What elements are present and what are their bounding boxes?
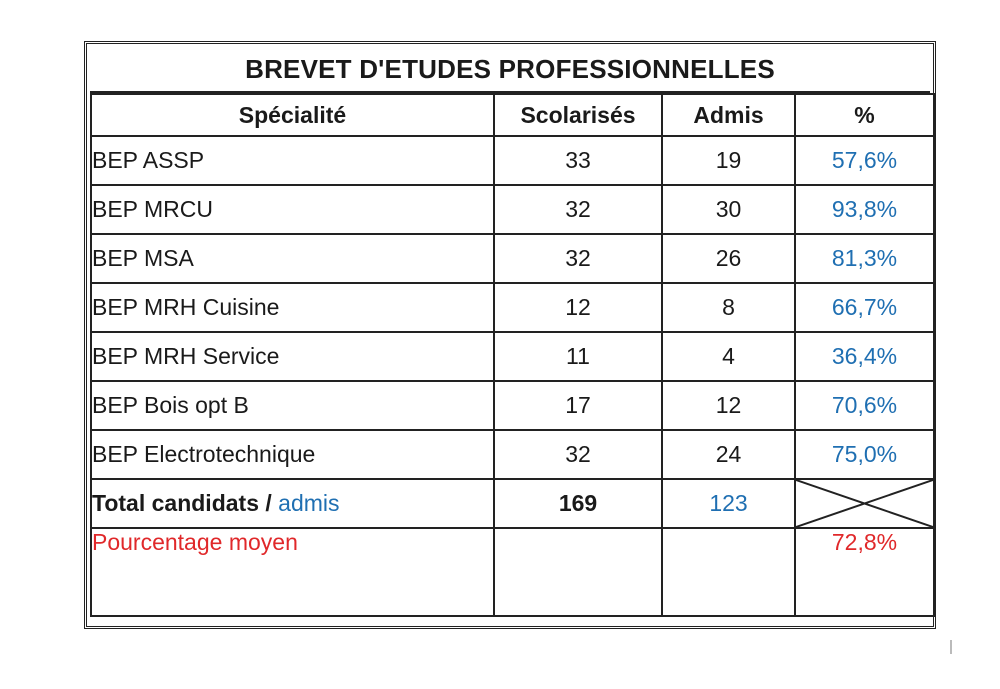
total-label-main: Total candidats /	[92, 490, 279, 516]
row-percent: 36,4%	[795, 332, 934, 381]
row-percent: 57,6%	[795, 136, 934, 185]
row-label: BEP MRH Cuisine	[91, 283, 494, 332]
row-admis: 12	[662, 381, 795, 430]
header-percent: %	[795, 94, 934, 136]
results-sheet	[84, 41, 936, 629]
row-percent: 93,8%	[795, 185, 934, 234]
row-admis: 4	[662, 332, 795, 381]
row-percent: 81,3%	[795, 234, 934, 283]
scan-mark	[950, 640, 952, 654]
table-row	[91, 234, 934, 283]
average-empty-scolarises	[494, 528, 662, 616]
header-specialite: Spécialité	[91, 94, 494, 136]
table-row	[91, 136, 934, 185]
row-admis: 26	[662, 234, 795, 283]
row-scolarises: 33	[494, 136, 662, 185]
row-scolarises: 32	[494, 234, 662, 283]
average-empty-admis	[662, 528, 795, 616]
results-table	[90, 93, 935, 617]
row-percent: 70,6%	[795, 381, 934, 430]
row-label: BEP MSA	[91, 234, 494, 283]
table-row	[91, 430, 934, 479]
header-scolarises: Scolarisés	[494, 94, 662, 136]
row-label: BEP Electrotechnique	[91, 430, 494, 479]
row-admis: 19	[662, 136, 795, 185]
total-scolarises: 169	[494, 479, 662, 528]
average-row	[91, 528, 934, 616]
total-label-admis: admis	[278, 490, 340, 516]
row-scolarises: 12	[494, 283, 662, 332]
row-percent: 66,7%	[795, 283, 934, 332]
row-label: BEP MRH Service	[91, 332, 494, 381]
average-label: Pourcentage moyen	[91, 528, 494, 616]
total-admis: 123	[662, 479, 795, 528]
crossed-out-cell	[795, 479, 934, 528]
row-admis: 24	[662, 430, 795, 479]
row-admis: 8	[662, 283, 795, 332]
page-title: BREVET D'ETUDES PROFESSIONNELLES	[90, 47, 930, 93]
row-label: BEP Bois opt B	[91, 381, 494, 430]
row-scolarises: 17	[494, 381, 662, 430]
row-label: BEP ASSP	[91, 136, 494, 185]
total-label	[91, 479, 494, 528]
table-row	[91, 332, 934, 381]
header-row	[91, 94, 934, 136]
cross-mark-icon	[796, 480, 933, 527]
total-row	[91, 479, 934, 528]
row-scolarises: 11	[494, 332, 662, 381]
average-percent: 72,8%	[795, 528, 934, 616]
table-row	[91, 283, 934, 332]
row-admis: 30	[662, 185, 795, 234]
row-scolarises: 32	[494, 430, 662, 479]
row-scolarises: 32	[494, 185, 662, 234]
table-row	[91, 381, 934, 430]
header-admis: Admis	[662, 94, 795, 136]
row-label: BEP MRCU	[91, 185, 494, 234]
row-percent: 75,0%	[795, 430, 934, 479]
table-row	[91, 185, 934, 234]
